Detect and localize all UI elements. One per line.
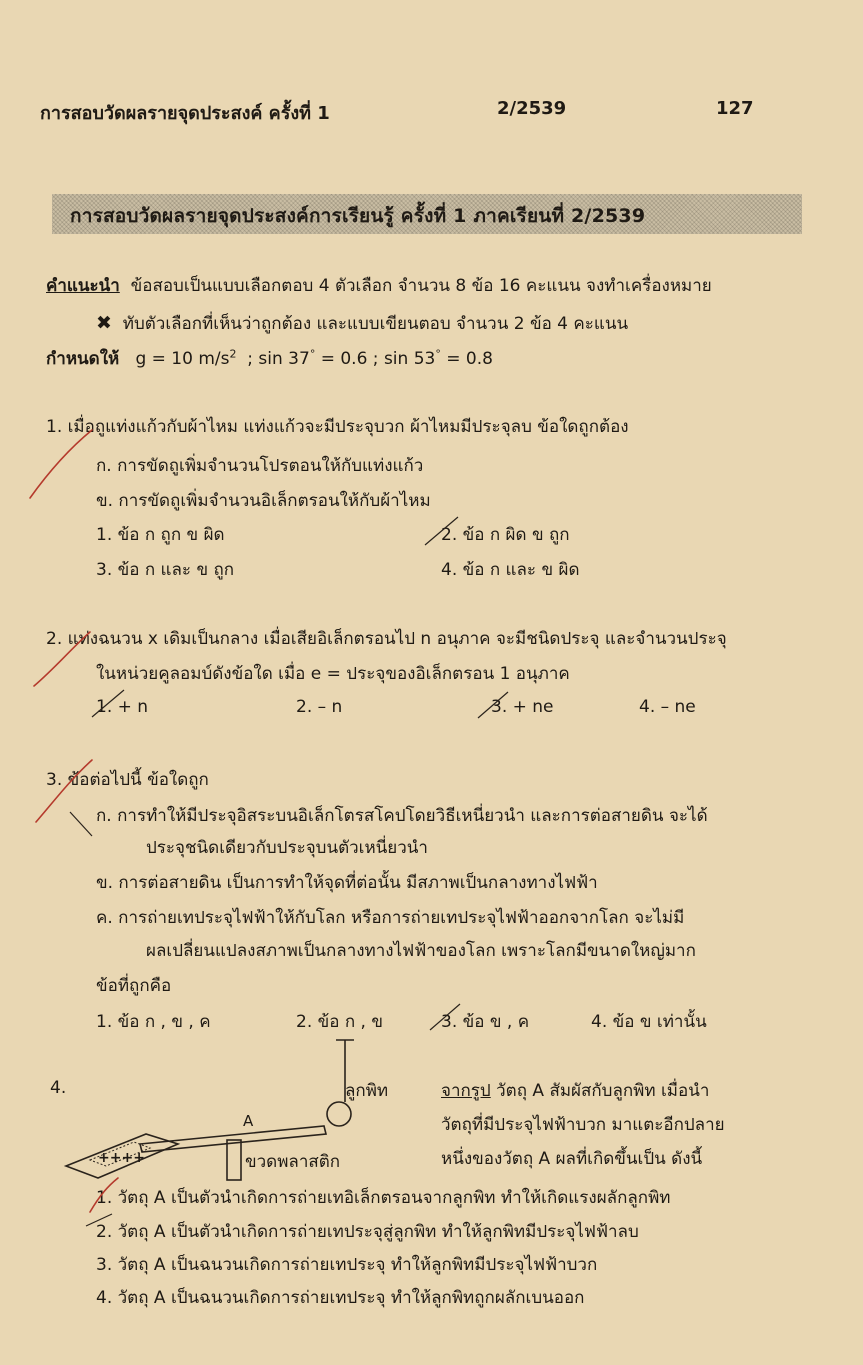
degree-symbol: ° xyxy=(309,347,316,361)
q1-choice-2[interactable]: 2. ข้อ ก ผิด ข ถูก xyxy=(441,525,570,545)
pen-check-q2 xyxy=(34,632,90,686)
q4-choice-1[interactable]: 1. วัตถุ A เป็นตัวนำเกิดการถ่ายเทอิเล็กตรอนจากลูกพิท ทำให้เกิดแรงผลักลูกพิท xyxy=(96,1188,671,1208)
q3-statement-c-cont: ผลเปลี่ยนแปลงสภาพเป็นกลางทางไฟฟ้าของโลก เพราะโลกมีขนาดใหญ่มาก xyxy=(146,941,696,961)
instructions-text-2: ทับตัวเลือกที่เห็นว่าถูกต้อง และแบบเขียนตอบ จำนวน 2 ข้อ 4 คะแนน xyxy=(122,314,629,334)
x-mark-icon: ✖ xyxy=(96,312,112,334)
section-banner-title: การสอบวัดผลรายจุดประสงค์การเรียนรู้ ครั้งที่ 1 ภาคเรียนที่ 2/2539 xyxy=(70,205,646,227)
q2-choice-2[interactable]: 2. – n xyxy=(296,697,343,717)
q1-choice-4[interactable]: 4. ข้อ ก และ ข ผิด xyxy=(441,560,580,580)
given-sin53-value: = 0.8 xyxy=(446,349,493,369)
pith-ball-label: ลูกพิท xyxy=(345,1081,389,1101)
q1-statement-b: ข. การขัดถูเพิ่มจำนวนอิเล็กตรอนให้กับผ้าไหม xyxy=(96,491,431,511)
given-g: g = 10 m/s xyxy=(135,349,230,369)
pen-check-q4 xyxy=(90,1178,118,1212)
running-header-term: 2/2539 xyxy=(497,98,567,119)
q4-number: 4. xyxy=(50,1078,67,1098)
given-sin37: ; sin 37 xyxy=(247,349,310,369)
object-a-label: A xyxy=(243,1112,254,1130)
q1-choice-1[interactable]: 1. ข้อ ก ถูก ข ผิด xyxy=(96,525,225,545)
instructions-text-1: ข้อสอบเป็นแบบเลือกตอบ 4 ตัวเลือก จำนวน 8 ข้อ 16 คะแนน จงทำเครื่องหมาย xyxy=(130,276,712,296)
q3-statement-b: ข. การต่อสายดิน เป็นการทำให้จุดที่ต่อนั้น มีสภาพเป็นกลางทางไฟฟ้า xyxy=(96,873,598,893)
q1-stem: 1. เมื่อถูแท่งแก้วกับผ้าไหม แท่งแก้วจะมีประจุบวก ผ้าไหมมีประจุลบ ข้อใดถูกต้อง xyxy=(46,417,629,437)
pen-mark-q3a xyxy=(70,812,92,836)
degree-symbol: ° xyxy=(435,347,441,361)
pen-check-q3 xyxy=(36,760,92,822)
q3-statement-c: ค. การถ่ายเทประจุไฟฟ้าให้กับโลก หรือการถ่ายเทประจุไฟฟ้าออกจากโลก จะไม่มี xyxy=(96,908,685,928)
pen-check-q1 xyxy=(30,430,92,498)
q4-stem-2: วัตถุที่มีประจุไฟฟ้าบวก มาแตะอีกปลาย xyxy=(441,1115,725,1135)
q3-statement-a-cont: ประจุชนิดเดียวกับประจุบนตัวเหนี่ยวนำ xyxy=(146,838,428,858)
q3-choice-4[interactable]: 4. ข้อ ข เท่านั้น xyxy=(591,1012,707,1032)
pen-slash-q1 xyxy=(425,517,458,545)
q3-statement-a: ก. การทำให้มีประจุอิสระบนอิเล็กโตรสโคปโดยวิธีเหนี่ยวนำ และการต่อสายดิน จะได้ xyxy=(96,806,708,826)
q2-choice-4[interactable]: 4. – ne xyxy=(639,697,696,717)
q1-statement-a: ก. การขัดถูเพิ่มจำนวนโปรตอนให้กับแท่งแก้ว xyxy=(96,456,424,476)
given-label: กำหนดให้ xyxy=(46,349,120,369)
q1-choice-3[interactable]: 3. ข้อ ก และ ข ถูก xyxy=(96,560,235,580)
running-header-title: การสอบวัดผลรายจุดประสงค์ ครั้งที่ 1 xyxy=(40,103,330,124)
pen-slash-q3 xyxy=(430,1004,460,1030)
q3-stem: 3. ข้อต่อไปนี้ ข้อใดถูก xyxy=(46,770,209,790)
q4-choice-4[interactable]: 4. วัตถุ A เป็นฉนวนเกิดการถ่ายเทประจุ ทำให้ลูกพิทถูกผลักเบนออก xyxy=(96,1288,585,1308)
plastic-bottle-label: ขวดพลาสติก xyxy=(245,1152,341,1172)
q4-figure-ref: จากรูป xyxy=(441,1081,491,1101)
pen-slash-q2 xyxy=(92,690,124,717)
q3-choice-3[interactable]: 3. ข้อ ข , ค xyxy=(441,1012,530,1032)
given-g-exponent: 2 xyxy=(229,347,237,361)
q2-choice-3[interactable]: 3. + ne xyxy=(491,697,554,717)
q3-prompt: ข้อที่ถูกคือ xyxy=(96,976,172,996)
pen-mark-q4b xyxy=(86,1214,112,1226)
q2-choice-1[interactable]: 1. + n xyxy=(96,697,149,717)
pen-slash-q2b xyxy=(478,692,508,718)
charge-label: ++++ xyxy=(98,1150,145,1166)
given-sin37-value: = 0.6 ; sin 53 xyxy=(320,349,436,369)
page-number: 127 xyxy=(716,98,754,119)
q4-stem-1-text: วัตถุ A สัมผัสกับลูกพิท เมื่อนำ xyxy=(496,1081,710,1101)
instructions-label: คำแนะนำ xyxy=(46,276,120,296)
q3-choice-1[interactable]: 1. ข้อ ก , ข , ค xyxy=(96,1012,211,1032)
q2-stem: 2. แท่งฉนวน x เดิมเป็นกลาง เมื่อเสียอิเล็กตรอนไป n อนุภาค จะมีชนิดประจุ และจำนวนประจุ xyxy=(46,629,727,649)
q4-choice-3[interactable]: 3. วัตถุ A เป็นฉนวนเกิดการถ่ายเทประจุ ทำให้ลูกพิทมีประจุไฟฟ้าบวก xyxy=(96,1255,598,1275)
q4-stem-3: หนึ่งของวัตถุ A ผลที่เกิดขึ้นเป็น ดังนี้ xyxy=(441,1149,703,1169)
q4-choice-2[interactable]: 2. วัตถุ A เป็นตัวนำเกิดการถ่ายเทประจุสู่ลูกพิท ทำให้ลูกพิทมีประจุไฟฟ้าลบ xyxy=(96,1222,639,1242)
q3-choice-2[interactable]: 2. ข้อ ก , ข xyxy=(296,1012,383,1032)
q2-stem-continued: ในหน่วยคูลอมบ์ดังข้อใด เมื่อ e = ประจุของอิเล็กตรอน 1 อนุภาค xyxy=(96,664,570,684)
